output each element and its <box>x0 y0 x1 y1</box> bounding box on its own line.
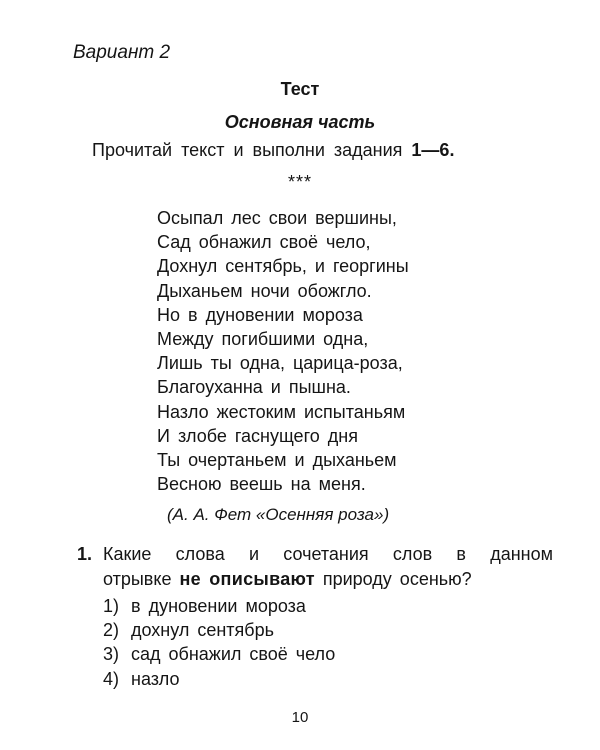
poem-line: И злобе гаснущего дня <box>157 425 358 446</box>
option-text: сад обнажил своё чело <box>131 644 336 665</box>
answer-option-2 <box>103 618 335 642</box>
poem-line: Дыханьем ночи обожгло. <box>157 280 372 301</box>
instruction-text: Прочитай текст и выполни задания <box>92 140 412 160</box>
option-number: 1) <box>103 596 120 616</box>
question-number: 1. <box>77 544 93 564</box>
variant-label: Вариант 2 <box>73 42 171 63</box>
option-text: назло <box>131 668 180 689</box>
page-number: 10 <box>291 709 309 726</box>
option-text: дохнул сентябрь <box>131 620 275 641</box>
question-text-part: природу осенью? <box>314 569 472 589</box>
poem-line: Благоуханна и пышна. <box>157 377 351 398</box>
poem-line: Назло жестоким испытаньям <box>157 401 406 422</box>
poem <box>157 206 409 496</box>
question-emphasis: не описывают <box>179 569 315 589</box>
instruction-end: . <box>449 140 455 160</box>
instruction-task-range: 1—6 <box>411 140 450 160</box>
option-number: 2) <box>103 620 120 641</box>
answer-options <box>103 594 335 691</box>
poem-line: Между погибшими одна, <box>157 328 369 349</box>
poem-attribution: (А. А. Фет «Осенняя роза») <box>167 505 390 524</box>
question-text-line2 <box>103 569 472 590</box>
poem-separator-stars: *** <box>287 172 312 192</box>
poem-line: Дохнул сентябрь, и георгины <box>157 256 409 277</box>
instruction <box>92 140 454 161</box>
question-text-part: отрывке <box>103 569 180 589</box>
poem-line: Лишь ты одна, царица-роза, <box>157 353 403 374</box>
poem-line: Сад обнажил своё чело, <box>157 232 371 253</box>
option-number: 4) <box>103 668 120 689</box>
answer-option-3 <box>103 642 335 666</box>
answer-option-4 <box>103 667 335 691</box>
poem-line: Но в дуновении мороза <box>157 304 363 325</box>
answer-option-1 <box>103 594 335 618</box>
question-text-line1: Какие слова и сочетания слов в данном <box>103 544 553 564</box>
poem-line: Весною веешь на меня. <box>157 474 366 495</box>
option-text: в дуновении мороза <box>131 596 306 616</box>
poem-line: Осыпал лес свои вершины, <box>157 208 397 228</box>
test-title: Тест <box>280 79 320 99</box>
section-title: Основная часть <box>224 112 376 132</box>
option-number: 3) <box>103 644 120 665</box>
poem-line: Ты очертаньем и дыханьем <box>157 449 397 470</box>
